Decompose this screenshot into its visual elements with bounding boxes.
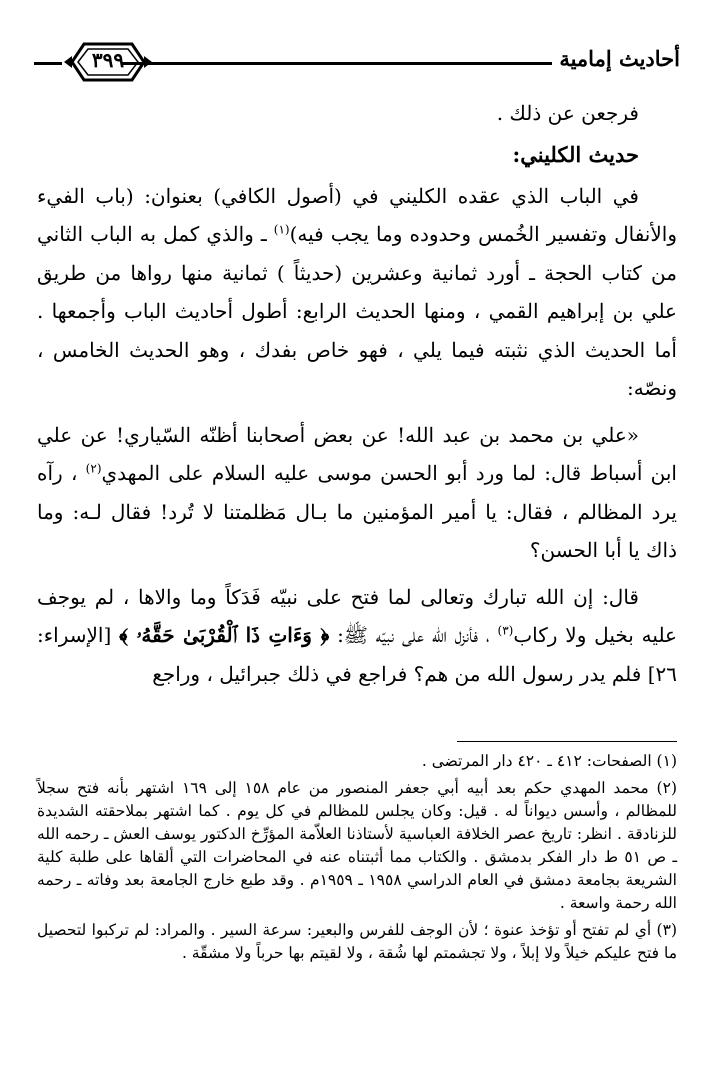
- footnote: (٢) محمد المهدي حكم بعد أبيه أبي جعفر المنصور من عام ١٥٨ إلى ١٦٩ اشتهر بأنه فتح سجلاً للمظالم ، وأسس ديواناً له . قيل: وكان يجلس للمظالم في كل يوم . كما اشتهر بملاحقته الشديدة للزنادقة . انظر: تاريخ عصر الخلافة العباسية لأستاذنا العلاّمة المؤرِّخ الدكتور يوسف العش ـ رحمه الله ـ ص ٥١ ط دار الفكر بدمشق . والكتاب مما أثبتناه عنه في المحاضرات التي ألقاها على طلبة كلية الشريعة بجامعة دمشق في العام الدراسي ١٩٥٨ ـ ١٩٥٩م . وقد طبع خارج الجامعة بعد وفاته ـ رحمه الله رحمة واسعة .: [37, 779, 677, 912]
- footnote-ref: (٣): [497, 623, 514, 638]
- page-number: ٣٩٩: [91, 48, 125, 72]
- paragraph-text: [الإسراء: ٢٦] فلم يدر رسول الله من هم؟ فراجع في ذلك جبرائيل ، وراجع: [37, 623, 677, 686]
- page-header: [34, 38, 680, 86]
- paragraph-text: قال: إن الله تبارك وتعالى لما فتح على نبيّه فَدَكاً وما والاها ، لم يوجف عليه بخيل ولا ركاب: [37, 584, 677, 647]
- paragraph-text: ، فأنزل الله على نبيّه ﷺ:: [329, 623, 498, 647]
- running-title: أحاديث إمامية: [559, 46, 680, 71]
- footnote-ref: (١): [273, 222, 290, 237]
- footnote-separator: [457, 741, 677, 742]
- text-line: فرجعن عن ذلك .: [496, 101, 639, 125]
- header-rule-left: [34, 62, 62, 65]
- paragraph-text: «علي بن محمد بن عبد الله! عن بعض أصحابنا أظنّه السّياري! عن علي ابن أسباط قال: لما ورد أبو الحسن موسى عليه السلام على المهدي: [37, 422, 677, 485]
- paragraph-text: ، رآه يرد المظالم ، فقال: يا أمير المؤمنين ما بـال مَظلمتنا لا تُرد! فقال لـه: وما ذاك يا أبا الحسن؟: [37, 461, 677, 562]
- quran-verse: ﴿ وَءَاتِ ذَا ٱلْقُرْبَىٰ حَقَّهُۥ ﴾: [119, 623, 330, 647]
- footnote-ref: (٢): [85, 461, 102, 476]
- footnote: (١) الصفحات: ٤١٢ ـ ٤٢٠ دار المرتضى .: [421, 752, 677, 770]
- footnote: (٣) أي لم تفتح أو تؤخذ عنوة ؛ لأن الوجف للفرس والبعير: سرعة السير . والمراد: لم تركبوا لتحصيل ما فتح عليكم خيلاً ولا إبلاً ، ولا تجشمتم لها شُقة ، ولا لقيتم بها حرباً ولا مشقّة .: [37, 921, 677, 962]
- paragraph-text: في الباب الذي عقده الكليني في (أصول الكافي) بعنوان: (باب الفيء والأنفال وتفسير الخُمس وحدوده وما يجب فيه): [37, 183, 677, 246]
- section-heading: حديث الكليني:: [512, 141, 639, 167]
- paragraph: [37, 177, 677, 408]
- footnotes: [37, 750, 677, 965]
- page-number-ornament: [62, 38, 154, 86]
- main-text: [37, 94, 677, 693]
- paragraph: [37, 578, 677, 694]
- paragraph: [37, 416, 677, 570]
- header-rule-right: [122, 62, 552, 65]
- paragraph-text: ـ والذي كمل به الباب الثاني من كتاب الحجة ـ أورد ثمانية وعشرين (حديثاً ) ثمانية منها رواها من طريق علي بن إبراهيم القمي ، ومنها الحديث الرابع: أطول أحاديث الباب وأجمعها . أما الحديث الذي نثبته فيما يلي ، فهو خاص بفدك ، وهو الحديث الخامس ، ونصّه:: [37, 222, 677, 400]
